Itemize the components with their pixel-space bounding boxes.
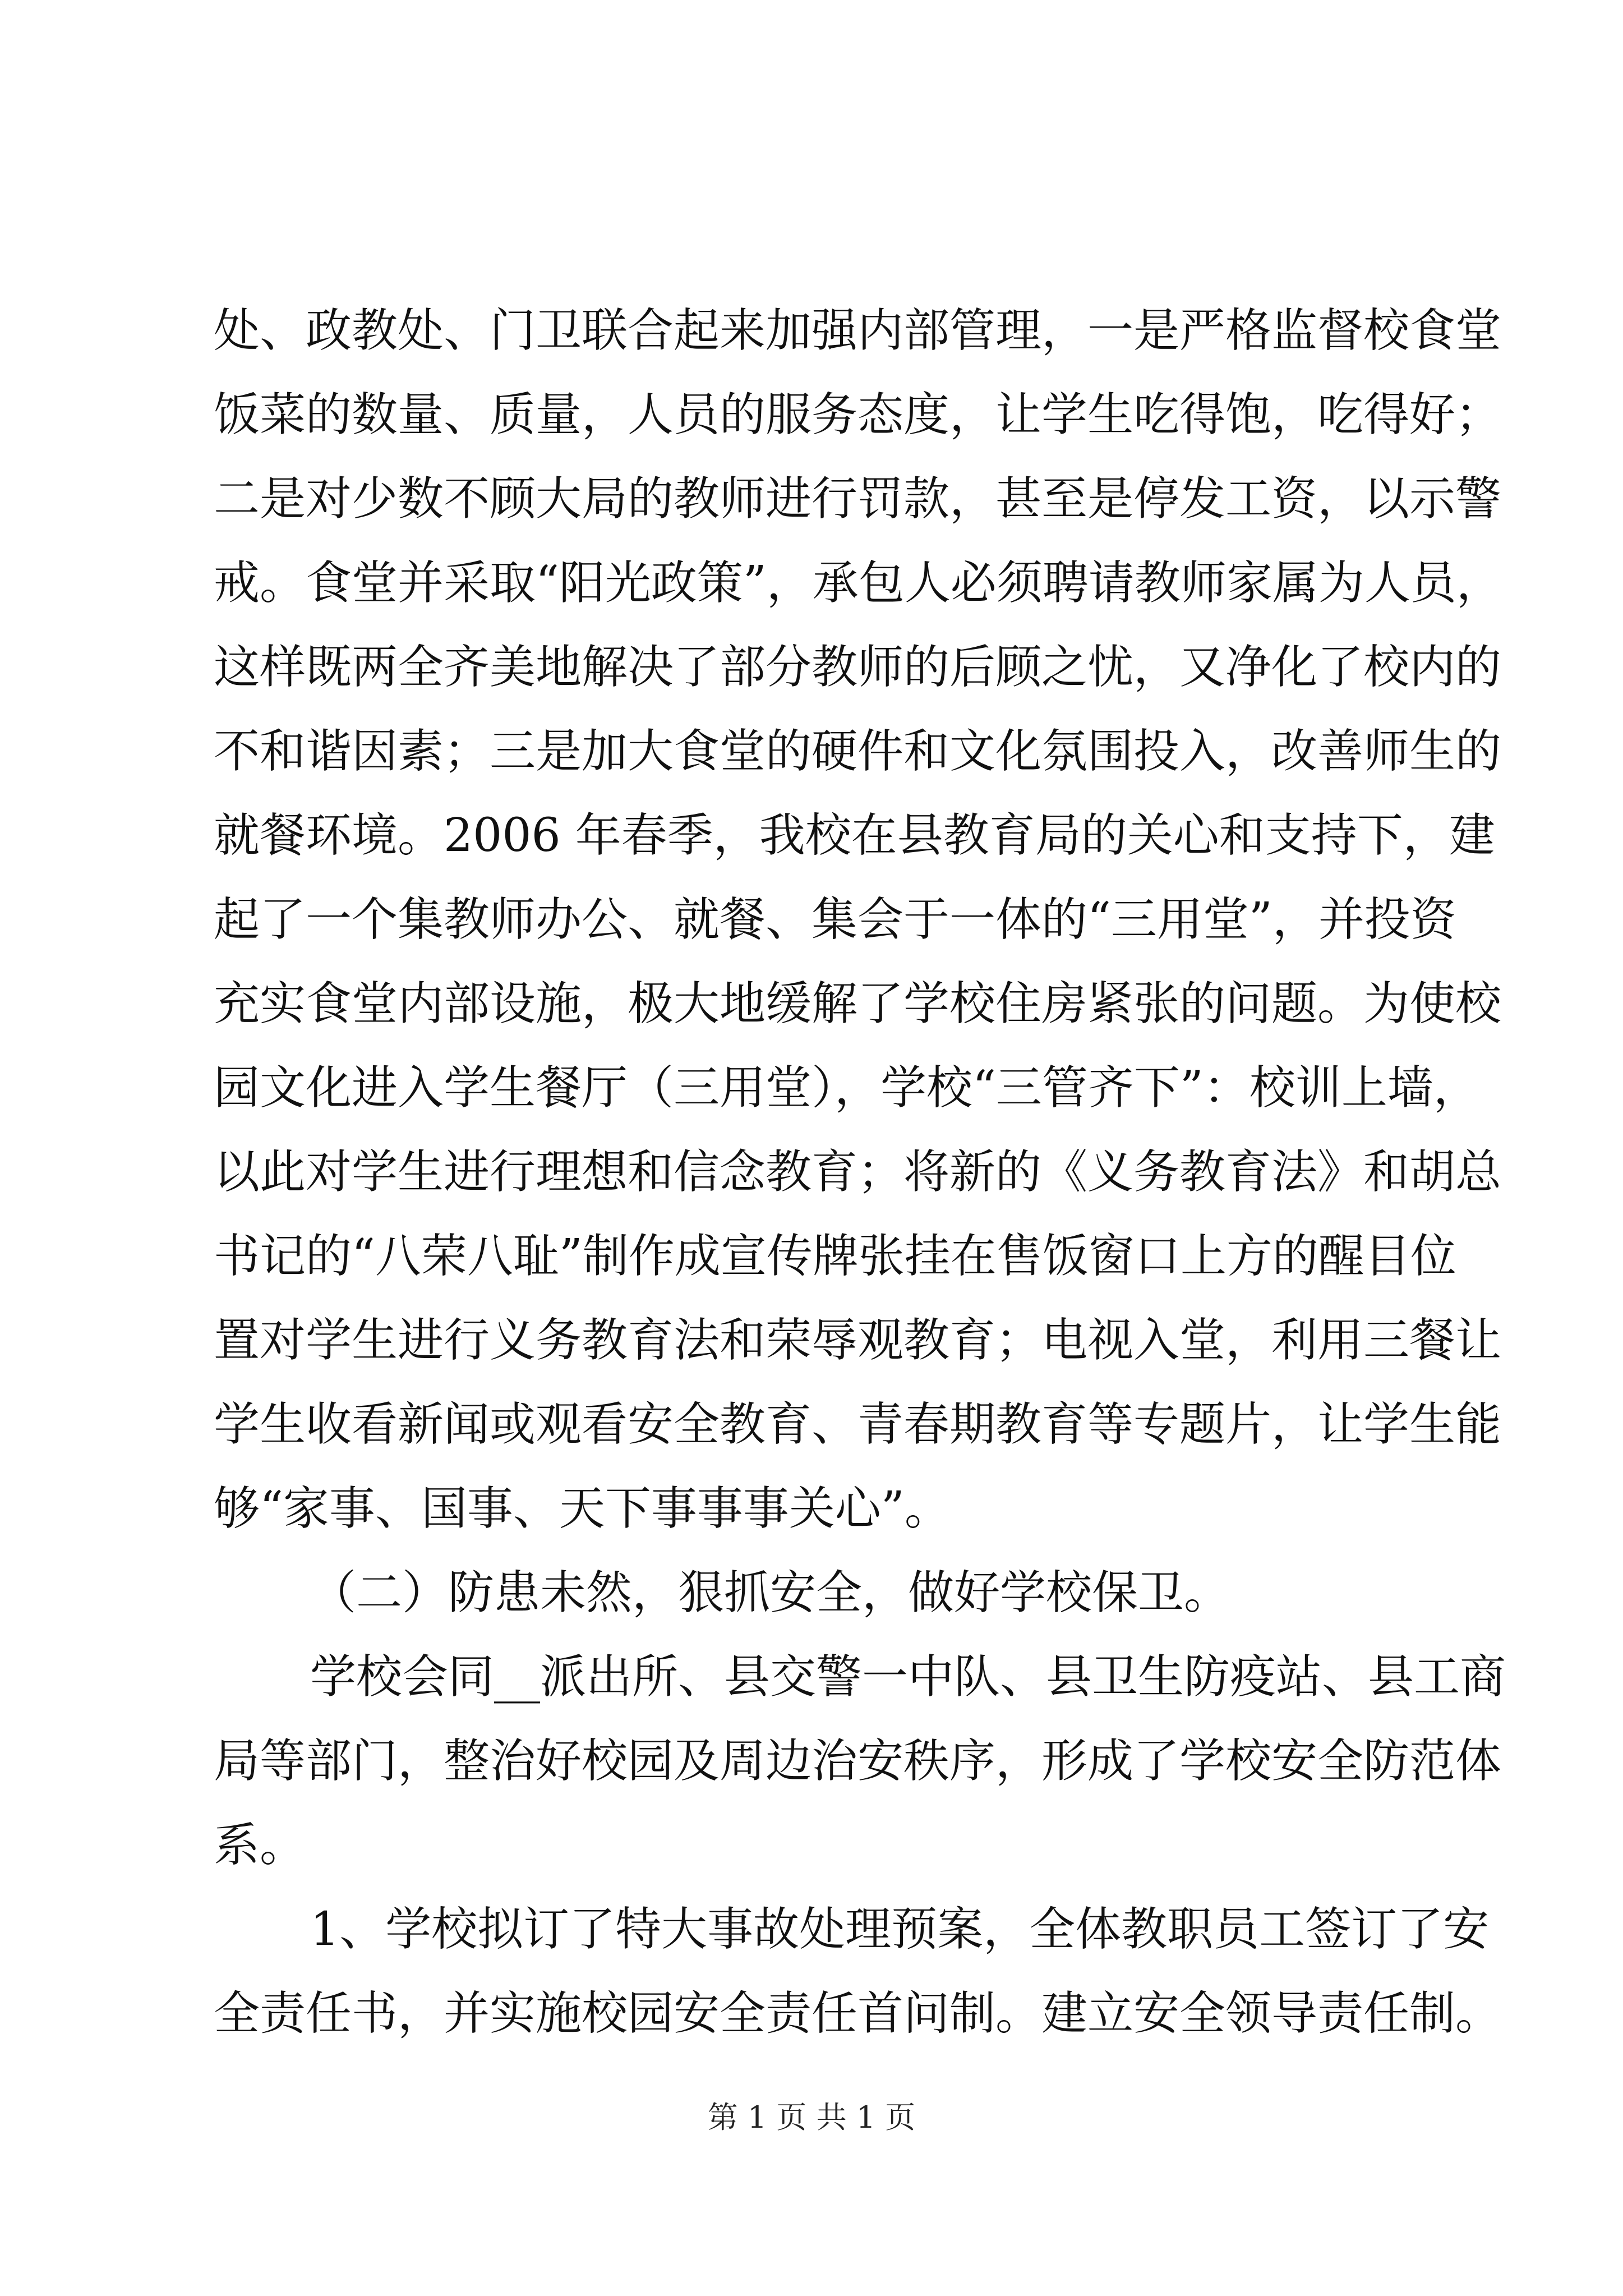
text-line: 充实食堂内部设施，极大地缓解了学校住房紧张的问题。为使校 [214, 977, 1502, 1030]
text-line: 够“家事、国事、天下事事事关心”。 [214, 1482, 951, 1535]
text-line: 系。 [214, 1819, 306, 1872]
text-line: 书记的“八荣八耻”制作成宣传牌张挂在售饭窗口上方的醒目位 [214, 1230, 1456, 1283]
text-line: 起了一个集教师办公、就餐、集会于一体的“三用堂”，并投资 [214, 893, 1456, 946]
text-line: 学校会同__派出所、县交警一中队、县卫生防疫站、县工商 [310, 1650, 1506, 1704]
text-line: 园文化进入学生餐厅（三用堂），学校“三管齐下”：校训上墙， [214, 1061, 1479, 1115]
text-line: 饭菜的数量、质量，人员的服务态度，让学生吃得饱，吃得好； [214, 388, 1502, 441]
text-line: 戒。食堂并采取“阳光政策”，承包人必须聘请教师家属为人员， [214, 556, 1502, 610]
section-heading: （二）防患未然，狠抓安全，做好学校保卫。 [310, 1566, 1230, 1619]
text-line: 置对学生进行义务教育法和荣辱观教育；电视入堂，利用三餐让 [214, 1314, 1502, 1367]
text-line: 1、学校拟订了特大事故处理预案，全体教职员工签订了安 [310, 1903, 1490, 1956]
text-line: 二是对少数不顾大局的教师进行罚款，甚至是停发工资，以示警 [214, 472, 1502, 526]
text-line: 不和谐因素；三是加大食堂的硬件和文化氛围投入，改善师生的 [214, 725, 1502, 778]
page-footer: 第 1 页 共 1 页 [707, 2100, 916, 2135]
text-line: 局等部门，整治好校园及周边治安秩序，形成了学校安全防范体 [214, 1734, 1502, 1788]
text-line: 全责任书，并实施校园安全责任首问制。建立安全领导责任制。 [214, 1987, 1502, 2040]
text-line: 就餐环境。2006 年春季，我校在县教育局的关心和支持下，建 [214, 809, 1495, 862]
text-line: 学生收看新闻或观看安全教育、青春期教育等专题片，让学生能 [214, 1398, 1502, 1451]
text-line: 处、政教处、门卫联合起来加强内部管理，一是严格监督校食堂 [214, 304, 1502, 357]
text-line: 这样既两全齐美地解决了部分教师的后顾之忧，又净化了校内的 [214, 641, 1502, 694]
text-line: 以此对学生进行理想和信念教育；将新的《义务教育法》和胡总 [214, 1145, 1502, 1199]
